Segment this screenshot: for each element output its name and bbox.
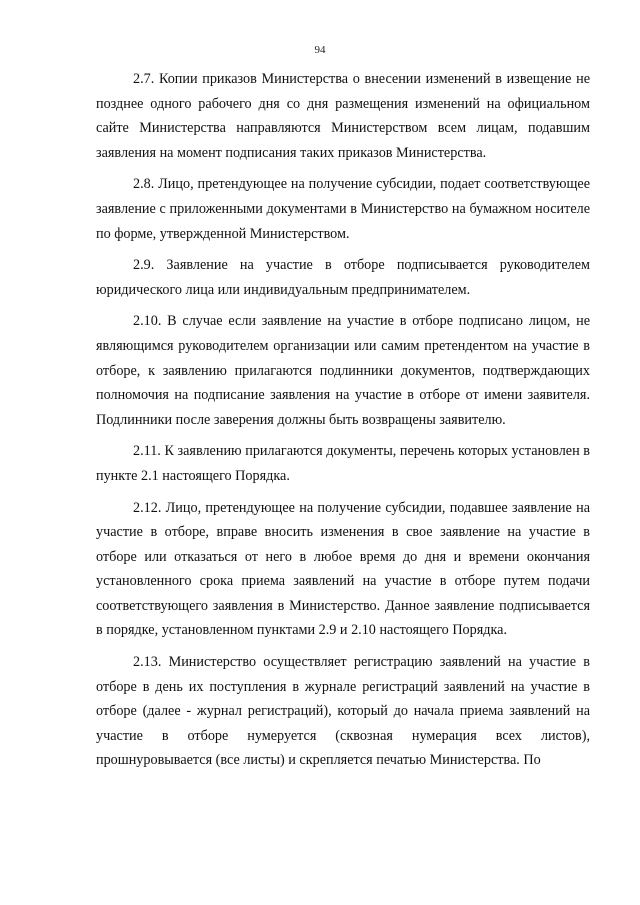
page-number: 94 [314, 44, 326, 56]
paragraph-2-11: 2.11. К заявлению прилагаются документы, перечень которых установлен в пункте 2.1 настоящего Порядка. [96, 443, 590, 484]
paragraph-2-13: 2.13. Министерство осуществляет регистрацию заявлений на участие в отборе в день их поступления в журнале регистраций заявлений на участие в отборе (далее - журнал регистраций), который до начала приема заявлений на участие в отборе нумеруется (сквозная нумерация всех листов), прошнуровывается (все листы) и скрепляется печатью Министерства. По [96, 654, 590, 769]
paragraph-2-9: 2.9. Заявление на участие в отборе подписывается руководителем юридического лица или индивидуальным предпринимателем. [96, 257, 590, 298]
paragraph-2-12: 2.12. Лицо, претендующее на получение субсидии, подавшее заявление на участие в отборе, вправе вносить изменения в свое заявление на участие в отборе или отказаться от него в любое время до дня и времени окончания установленного срока приема заявлений на участие в отборе путем подачи соответствующего заявления в Министерство. Данное заявление подписывается в порядке, установленном пунктами 2.9 и 2.10 настоящего Порядка. [96, 499, 590, 639]
paragraph-2-8: 2.8. Лицо, претендующее на получение субсидии, подает соответствующее заявление с приложенными документами в Министерство на бумажном носителе по форме, утвержденной Министерством. [96, 176, 590, 242]
document-body [96, 67, 590, 780]
paragraph-2-10: 2.10. В случае если заявление на участие в отборе подписано лицом, не являющимся руководителем организации или самим претендентом на участие в отборе, к заявлению прилагаются подлинники документов, подтверждающих полномочия на подписание заявления на участие в отборе от имени заявителя. Подлинники после заверения должны быть возвращены заявителю. [96, 313, 590, 428]
paragraph-2-7: 2.7. Копии приказов Министерства о внесении изменений в извещение не позднее одного рабочего дня со дня размещения изменений на официальном сайте Министерства направляются Министерством всем лицам, подавшим заявления на момент подписания таких приказов Министерства. [96, 71, 590, 161]
